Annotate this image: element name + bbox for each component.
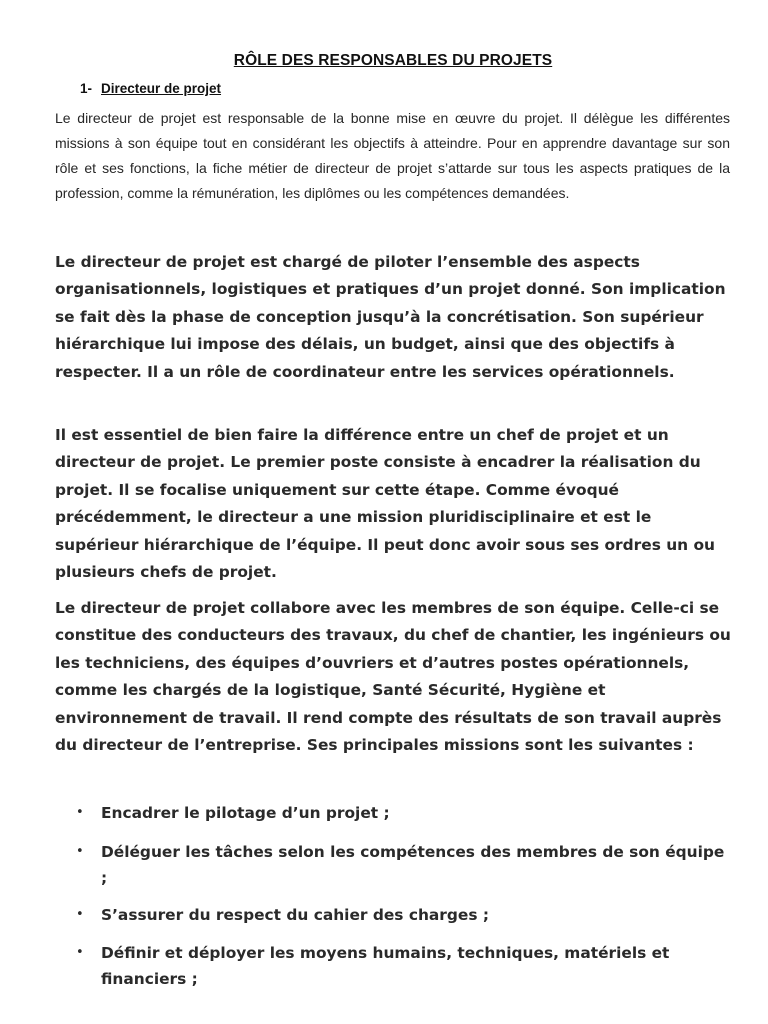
bullet-icon: • (76, 945, 84, 960)
list-item-text: Encadrer le pilotage d’un projet ; (101, 804, 390, 822)
list-item-text: S’assurer du respect du cahier des charges ; (101, 906, 490, 924)
section-number: 1- (80, 81, 93, 96)
body-paragraph: Il est essentiel de bien faire la différence entre un chef de projet et un directeur de projet. Le premier poste consiste à encadrer la réalisation du projet. Il se focalise uniquement sur cette étape. Comme évoqué précédemment, le directeur a une mission pluridisciplinaire et est le supérieur hiérarchique de l’équipe. Il peut donc avoir sous ses ordres un ou plusieurs chefs de projet. (55, 426, 716, 582)
bullet-icon: • (76, 907, 84, 922)
list-item-text: Déléguer les tâches selon les compétences des membres de son équipe ; (101, 843, 725, 887)
list-item-text: Définir et déployer les moyens humains, techniques, matériels et financiers ; (101, 944, 670, 988)
section-heading (80, 81, 221, 96)
bullet-icon: • (76, 805, 84, 820)
body-paragraph: Le directeur de projet collabore avec les membres de son équipe. Celle-ci se constitue des conducteurs des travaux, du chef de chantier, les ingénieurs ou les techniciens, des équipes d’ouvriers et d’autres postes opérationnels, comme les chargés de la logistique, Santé Sécurité, Hygiène et environnement de travail. Il rend compte des résultats de son travail auprès du directeur de l’entreprise. Ses principales missions sont les suivantes : (55, 599, 731, 755)
intro-paragraph: Le directeur de projet est responsable de la bonne mise en œuvre du projet. Il délègue les différentes missions à son équipe tout en considérant les objectifs à atteindre. Pour en apprendre davantage sur son rôle et ses fonctions, la fiche métier de directeur de projet s’attarde sur tous les aspects pratiques de la profession, comme la rémunération, les diplômes ou les compétences demandées. (55, 110, 730, 201)
section-label: Directeur de projet (101, 81, 222, 96)
body-paragraph: Le directeur de projet est chargé de piloter l’ensemble des aspects organisationnels, logistiques et pratiques d’un projet donné. Son implication se fait dès la phase de conception jusqu’à la concrétisation. Son supérieur hiérarchique lui impose des délais, un budget, ainsi que des objectifs à respecter. Il a un rôle de coordinateur entre les services opérationnels. (55, 253, 726, 381)
bullet-icon: • (76, 844, 84, 859)
document-title: RÔLE DES RESPONSABLES DU PROJETS (233, 52, 553, 69)
